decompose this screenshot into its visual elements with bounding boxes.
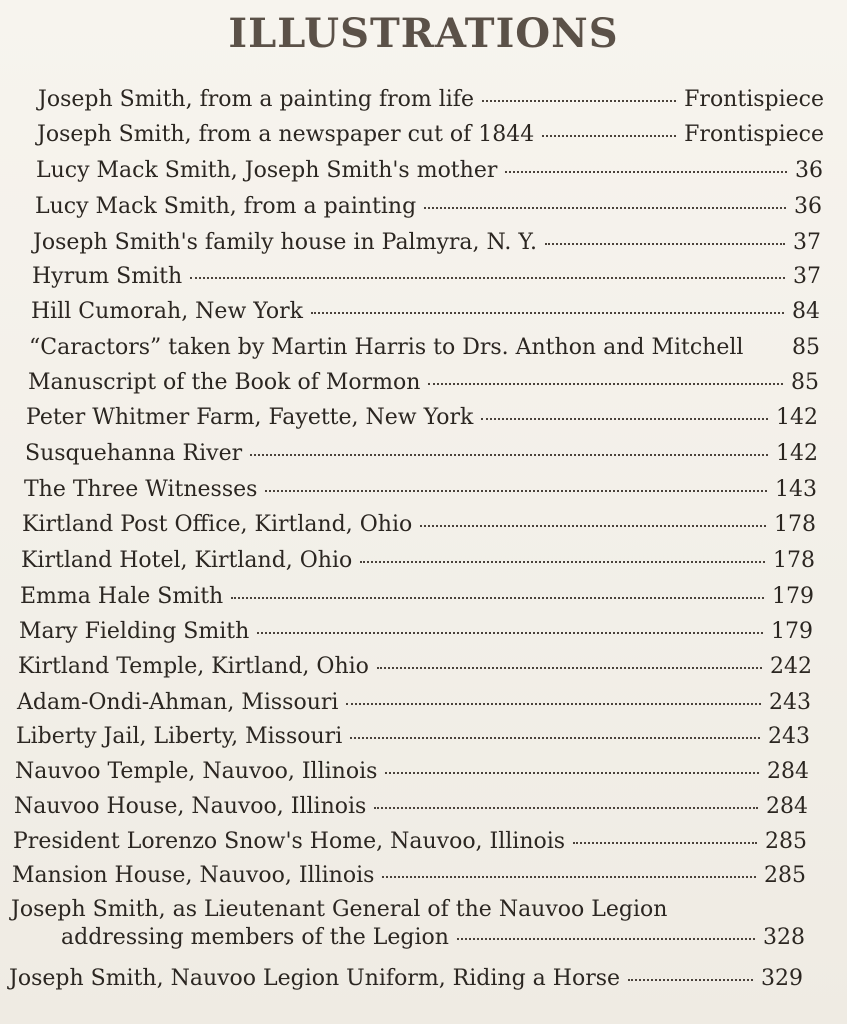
entry-title: Kirtland Temple, Kirtland, Ohio [18,654,369,679]
list-item [15,758,809,786]
entry-title: Kirtland Hotel, Kirtland, Ohio [21,548,353,573]
dot-leader [346,703,761,705]
entry-page: 284 [766,794,808,819]
list-item [17,689,811,717]
entry-page: 178 [773,548,815,573]
dot-leader [377,667,762,669]
entry-page: Frontispiece [684,87,824,112]
entry-page: 179 [771,619,813,644]
entry-title: Hyrum Smith [32,264,183,289]
dot-leader [505,171,787,173]
entry-page: 143 [775,477,817,502]
entry-title: Liberty Jail, Liberty, Missouri [16,724,343,749]
entry-page: 242 [770,654,812,679]
entry-title-continuation-line [11,924,805,952]
entry-title: Emma Hale Smith [20,584,224,609]
entry-page: 243 [769,690,811,715]
dot-leader [628,979,753,981]
list-item [20,583,814,611]
entry-title: Nauvoo Temple, Nauvoo, Illinois [15,759,378,784]
entry-title: Joseph Smith, Nauvoo Legion Uniform, Riding a Horse [9,966,621,991]
list-item [32,263,821,291]
dot-leader [385,772,759,774]
entry-title: Joseph Smith, from a newspaper cut of 1844 [37,122,535,147]
entry-title: Mary Fielding Smith [19,619,250,644]
list-item [22,511,816,539]
entry-title: Adam-Ondi-Ahman, Missouri [17,690,339,715]
entry-page: 142 [776,405,818,430]
list-item [24,476,817,504]
entry-page: 243 [768,724,810,749]
dot-leader [428,383,783,385]
dot-leader [481,418,768,420]
dot-leader [190,277,785,279]
dot-leader [374,807,758,809]
list-item [16,723,810,751]
entry-title: Lucy Mack Smith, Joseph Smith's mother [36,158,498,183]
entry-title: The Three Witnesses [24,477,258,502]
list-item [38,86,824,114]
list-item [19,618,813,646]
entry-page: 85 [792,335,820,360]
entry-title: Mansion House, Nauvoo, Illinois [12,863,375,888]
list-item [26,404,818,432]
dot-leader [360,561,765,563]
entry-page: 285 [765,829,807,854]
list-item [29,334,820,362]
dot-leader [420,525,766,527]
entry-page: 37 [793,264,821,289]
dot-leader [250,454,768,456]
entry-page: 328 [763,925,805,950]
entry-page: 179 [772,584,814,609]
entry-title: “Caractors” taken by Martin Harris to Drs. Anthon and Mitchell [29,335,744,360]
entry-title: Joseph Smith's family house in Palmyra, N. Y. [33,230,538,255]
entry-page: Frontispiece [684,122,824,147]
entry-title-line2: addressing members of the Legion [61,925,449,950]
entry-title: President Lorenzo Snow's Home, Nauvoo, Illinois [13,829,566,854]
entry-title: Joseph Smith, as Lieutenant General of the Nauvoo Legion [11,897,668,922]
list-item [14,793,808,821]
list-item [33,229,821,257]
dot-leader [573,842,757,844]
dot-leader [311,312,784,314]
entry-page: 85 [791,370,819,395]
list-item [13,828,807,856]
entry-title: Susquehanna River [25,441,243,466]
dot-leader [265,490,767,492]
entry-title: Hill Cumorah, New York [31,299,303,324]
list-item [31,298,820,326]
list-item [28,369,819,397]
entry-page: 36 [795,158,823,183]
list-item [36,157,823,185]
entry-page: 142 [776,441,818,466]
entry-title: Kirtland Post Office, Kirtland, Ohio [22,512,413,537]
dot-leader [542,135,676,137]
list-item [9,965,803,993]
dot-leader [257,632,763,634]
list-item [21,547,815,575]
entry-page: 285 [764,863,806,888]
page-title: ILLUSTRATIONS [228,10,619,57]
entry-page: 37 [793,230,821,255]
list-item [35,193,822,221]
dot-leader [382,876,756,878]
dot-leader [545,243,785,245]
entry-title: Lucy Mack Smith, from a painting [35,194,417,219]
entry-page: 284 [767,759,809,784]
entry-page: 329 [761,966,803,991]
dot-leader [424,207,786,209]
list-item [18,653,812,681]
list-item [11,896,805,952]
entry-title: Joseph Smith, from a painting from life [38,87,474,112]
dot-leader [482,100,676,102]
entry-page: 84 [792,299,820,324]
list-item [37,121,824,149]
entry-title: Manuscript of the Book of Mormon [28,370,421,395]
entry-title: Peter Whitmer Farm, Fayette, New York [26,405,474,430]
entry-title: Nauvoo House, Nauvoo, Illinois [14,794,367,819]
dot-leader [231,597,764,599]
list-item [12,862,806,890]
entry-page: 178 [774,512,816,537]
dot-leader [457,938,755,940]
entry-page: 36 [794,194,822,219]
list-item [25,440,818,468]
dot-leader [350,737,760,739]
